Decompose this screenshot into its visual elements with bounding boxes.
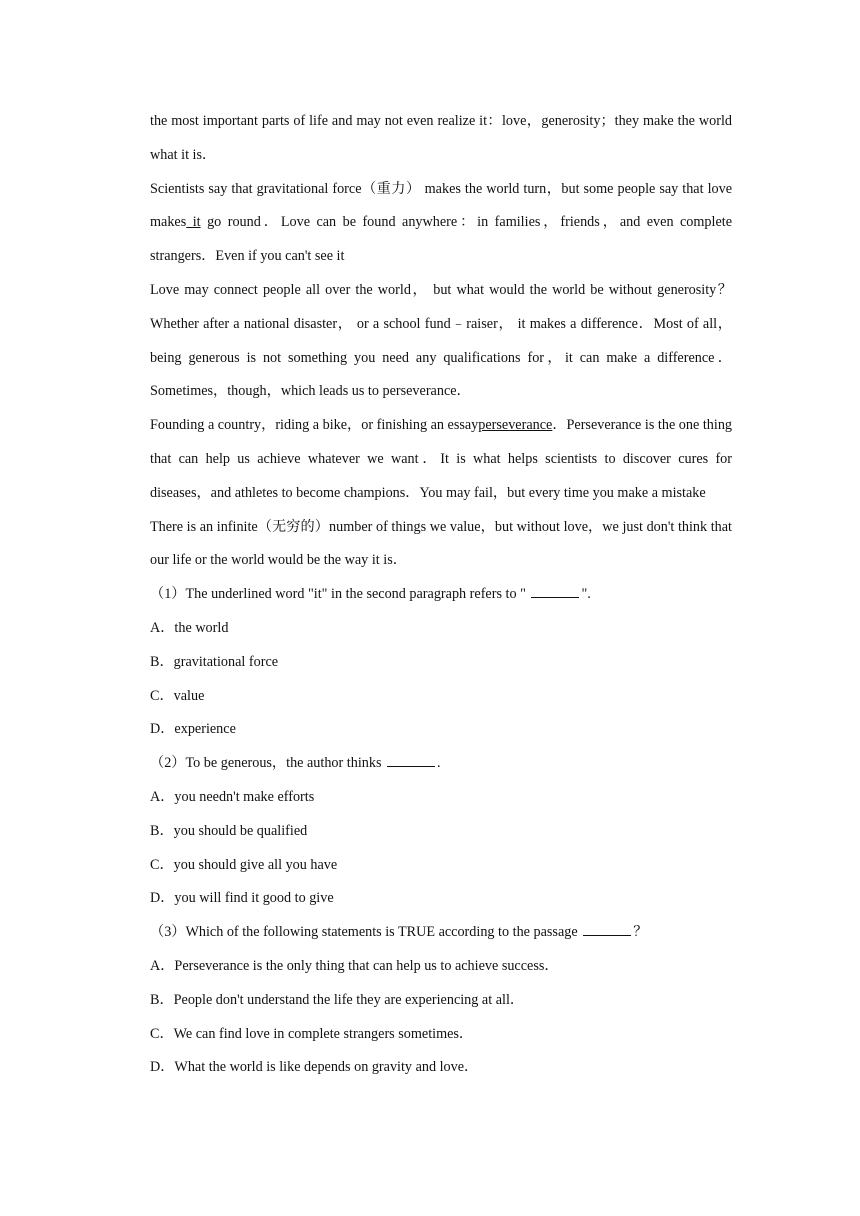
question-2-stem-end: . — [437, 755, 441, 772]
question-3-stem: （3）Which of the following statements is TRUE according to the passage — [150, 924, 582, 941]
question-2-option-c[interactable]: C．you should give all you have — [150, 856, 338, 873]
underlined-word-it: it — [186, 214, 201, 231]
question-1-stem: （1）The underlined word "it" in the second paragraph refers to " — [150, 586, 530, 603]
question-1 — [150, 578, 732, 612]
answer-blank — [583, 921, 631, 936]
question-2-option-b[interactable]: B．you should be qualified — [150, 822, 308, 839]
passage-paragraph-1 — [150, 105, 732, 173]
paragraph-4-text-start: Founding a country，riding a bike，or finishing an essay — [150, 417, 479, 434]
question-3 — [150, 916, 732, 950]
paragraph-2-text-start: Scientists say that gravitational force（重力） makes the world turn，but some people say that love makes — [150, 180, 732, 231]
passage-paragraph-5 — [150, 511, 732, 579]
question-1-option-a[interactable]: A．the world — [150, 619, 229, 636]
passage-paragraph-4 — [150, 409, 732, 510]
question-2-stem: （2）To be generous，the author thinks — [150, 755, 386, 772]
paragraph-5-text: There is an infinite（无穷的）number of things we value，but without love，we just don't think that our life or the world would be the way it is． — [150, 518, 732, 569]
paragraph-2-text-end: go round．Love can be found anywhere：in families，friends，and even complete strangers．Even if you can't see it — [150, 214, 733, 265]
answer-blank — [531, 583, 579, 598]
question-2 — [150, 747, 732, 781]
question-1-stem-end: ". — [581, 586, 591, 603]
question-3-option-b[interactable]: B．People don't understand the life they are experiencing at all． — [150, 991, 525, 1008]
question-1-option-d[interactable]: D．experience — [150, 721, 236, 738]
question-3-option-d[interactable]: D．What the world is like depends on gravity and love． — [150, 1059, 479, 1076]
paragraph-3-text: Love may connect people all over the world， but what would the world be without generosity？ Whether after a national disaster， or a school fund﹣raiser， it makes a difference．Most of all，being generous is not something you need any qualifications for，it can make a difference．Sometimes，though，which leads us to perseverance． — [150, 281, 732, 400]
question-3-option-a[interactable]: A．Perseverance is the only thing that can help us to achieve success． — [150, 957, 559, 974]
question-3-option-c[interactable]: C．We can find love in complete strangers sometimes． — [150, 1025, 474, 1042]
passage-paragraph-3 — [150, 274, 732, 409]
paragraph-4-text-end: ．Perseverance is the one thing that can help us achieve whatever we want．It is what helps scientists to discover cures for diseases，and athletes to become champions．You may fail，but every time you make a mistake — [150, 417, 733, 501]
document-page — [150, 105, 732, 1085]
passage-paragraph-2 — [150, 173, 732, 274]
question-3-stem-end: ？ — [633, 924, 648, 941]
answer-blank — [387, 752, 435, 767]
question-2-option-d[interactable]: D．you will find it good to give — [150, 890, 334, 907]
question-2-option-a[interactable]: A．you needn't make efforts — [150, 788, 315, 805]
underlined-word-perseverance: perseverance — [478, 417, 553, 434]
question-1-option-c[interactable]: C．value — [150, 687, 205, 704]
question-1-option-b[interactable]: B．gravitational force — [150, 653, 279, 670]
paragraph-1-text: the most important parts of life and may not even realize it：love，generosity；they make the world what it is． — [150, 113, 732, 163]
